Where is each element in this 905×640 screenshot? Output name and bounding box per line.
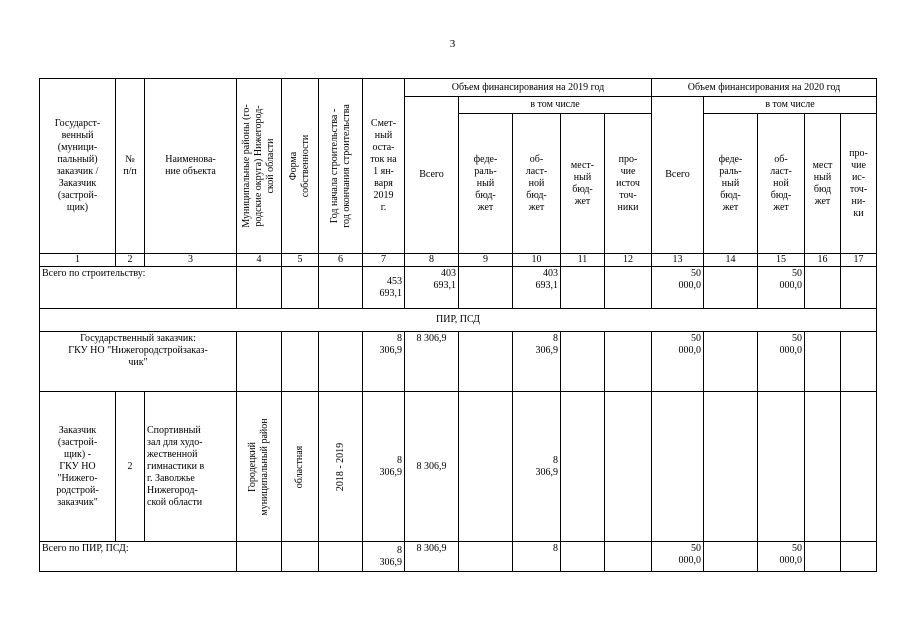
table-row-state-customer [40, 332, 877, 392]
section-row [40, 309, 877, 332]
total-construction-regional-2020: 50 000,0 [779, 268, 802, 291]
header-estimate: Смет- ный оста- ток на 1 ян- варя 2019 г. [363, 79, 405, 254]
col-number: 3 [145, 254, 237, 267]
total-pir-2019: 8 306,9 [405, 542, 459, 572]
object-district: Городецкий муниципальный район [247, 417, 270, 516]
object-estimate: 8 306,9 [379, 454, 402, 478]
header-regional-2020: об- ласт- ной бюд- жет [758, 114, 805, 254]
col-number: 13 [652, 254, 704, 267]
col-number: 16 [805, 254, 841, 267]
header-total-2020: Всего [652, 97, 704, 254]
header-ownership: Форма собственности [282, 79, 319, 254]
object-years: 2018 - 2019 [334, 442, 346, 491]
header-regional-2019: об- ласт- ной бюд- жет [513, 114, 561, 254]
header-federal-2019: феде- раль- ный бюд- жет [459, 114, 513, 254]
object-2019: 8 306,9 [405, 392, 459, 542]
header-number: № п/п [116, 79, 145, 254]
object-ownership: областная [294, 445, 305, 488]
total-pir-estimate: 8 306,9 [379, 544, 402, 568]
header-local-2019: мест- ный бюд- жет [561, 114, 605, 254]
col-number: 7 [363, 254, 405, 267]
col-number: 4 [237, 254, 282, 267]
header-federal-2020: феде- раль- ный бюд- жет [704, 114, 758, 254]
col-number: 8 [405, 254, 459, 267]
col-number: 6 [319, 254, 363, 267]
state-customer-estimate: 8 306,9 [379, 333, 402, 356]
col-number: 12 [605, 254, 652, 267]
col-number: 17 [841, 254, 877, 267]
header-object-name: Наименова- ние объекта [145, 79, 237, 254]
col-number: 1 [40, 254, 116, 267]
column-numbers-row [40, 254, 877, 267]
table-row-total-pir [40, 542, 877, 572]
total-construction-2019: 403 693,1 [433, 268, 456, 291]
total-pir-label: Всего по ПИР, ПСД: [40, 542, 237, 572]
total-construction-2020: 50 000,0 [678, 268, 701, 291]
col-number: 9 [459, 254, 513, 267]
state-customer-regional-2020: 50 000,0 [779, 333, 802, 356]
state-customer-regional-2019: 8 306,9 [535, 333, 558, 356]
header-other-2019: про- чие источ точ- ники [605, 114, 652, 254]
header-districts: Муниципальные районы (го- родские округа) Нижегород- ской области [237, 79, 282, 254]
total-pir-2020: 50 000,0 [678, 543, 701, 566]
total-pir-regional-2019: 8 [513, 542, 561, 572]
object-customer: Заказчик (застрой- щик) - ГКУ НО "Нижего- родстрой- заказчик" [56, 424, 99, 508]
header-other-2020: про- чие ис- точ- ни- ки [841, 114, 877, 254]
col-number: 2 [116, 254, 145, 267]
col-number: 11 [561, 254, 605, 267]
col-number: 5 [282, 254, 319, 267]
col-number: 14 [704, 254, 758, 267]
object-name: Спортивный зал для худо- жественной гимнастики в г. Заволжье Нижегород- ской области [147, 424, 205, 508]
header-local-2020: мест ный бюд жет [805, 114, 841, 254]
header-customer: Государст- венный (муници- пальный) заказчик / Заказчик (застрой- щик) [40, 79, 116, 254]
object-number: 2 [116, 392, 145, 542]
table-row-object [40, 392, 877, 542]
header-total-2019: Всего [405, 97, 459, 254]
header-incl-2020: в том числе [704, 97, 877, 114]
total-construction-label: Всего по строительству: [40, 267, 237, 309]
header-incl-2019: в том числе [459, 97, 652, 114]
col-number: 10 [513, 254, 561, 267]
header-fin-2020: Объем финансирования на 2020 год [652, 79, 877, 97]
total-construction-regional-2019: 403 693,1 [535, 268, 558, 291]
object-regional-2019: 8 306,9 [535, 454, 558, 478]
col-number: 15 [758, 254, 805, 267]
total-construction-estimate: 453 693,1 [379, 275, 402, 299]
total-pir-regional-2020: 50 000,0 [779, 543, 802, 566]
state-customer-label: Государственный заказчик: ГКУ НО "Нижегородстройзаказ- чик" [68, 333, 208, 368]
header-fin-2019: Объем финансирования на 2019 год [405, 79, 652, 97]
state-customer-2019: 8 306,9 [405, 332, 459, 392]
section-title: ПИР, ПСД [40, 309, 877, 332]
financing-table [39, 78, 877, 572]
table-row-total-construction [40, 267, 877, 309]
header-years: Год начала строительства - год окончания строительства [319, 79, 363, 254]
page-number: 3 [449, 38, 456, 50]
state-customer-2020: 50 000,0 [678, 333, 701, 356]
